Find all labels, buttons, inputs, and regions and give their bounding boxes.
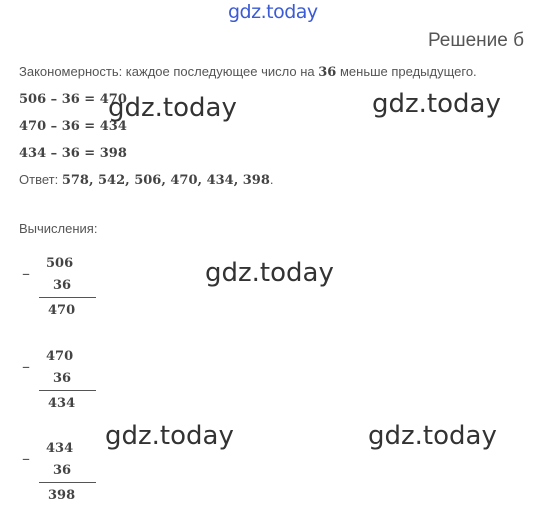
minus-sign: – xyxy=(22,449,30,468)
difference: 434 xyxy=(48,396,76,411)
minus-sign: – xyxy=(22,264,30,283)
result-line xyxy=(39,297,96,298)
pattern-text xyxy=(19,64,477,80)
pattern-suffix: меньше предыдущего. xyxy=(336,64,477,79)
minuend: 470 xyxy=(46,349,74,364)
minuend: 506 xyxy=(46,256,74,271)
site-logo[interactable]: gdz.today xyxy=(228,1,318,23)
answer-values: 578, 542, 506, 470, 434, 398 xyxy=(61,173,270,188)
minuend: 434 xyxy=(46,441,74,456)
pattern-prefix: Закономерность: каждое последующее число на xyxy=(19,64,319,79)
watermark: gdz.today xyxy=(105,421,234,451)
subtrahend: 36 xyxy=(53,371,72,386)
answer-end: . xyxy=(269,172,274,187)
answer-line xyxy=(19,172,274,188)
watermark: gdz.today xyxy=(205,258,334,288)
difference: 398 xyxy=(48,488,76,503)
result-line xyxy=(39,482,96,483)
watermark: gdz.today xyxy=(368,421,497,451)
watermark: gdz.today xyxy=(108,93,237,123)
difference: 470 xyxy=(48,303,76,318)
answer-label: Ответ: xyxy=(19,172,62,187)
equation-1: 506 – 36 = 470 xyxy=(19,92,127,107)
calculations-label: Вычисления: xyxy=(19,221,98,236)
solution-heading: Решение б xyxy=(427,30,524,51)
equation-3: 434 – 36 = 398 xyxy=(19,146,127,161)
equation-2: 470 – 36 = 434 xyxy=(19,119,127,134)
subtrahend: 36 xyxy=(53,278,72,293)
watermark: gdz.today xyxy=(372,89,501,119)
pattern-number: 36 xyxy=(318,65,337,80)
subtrahend: 36 xyxy=(53,463,72,478)
result-line xyxy=(39,390,96,391)
minus-sign: – xyxy=(22,357,30,376)
